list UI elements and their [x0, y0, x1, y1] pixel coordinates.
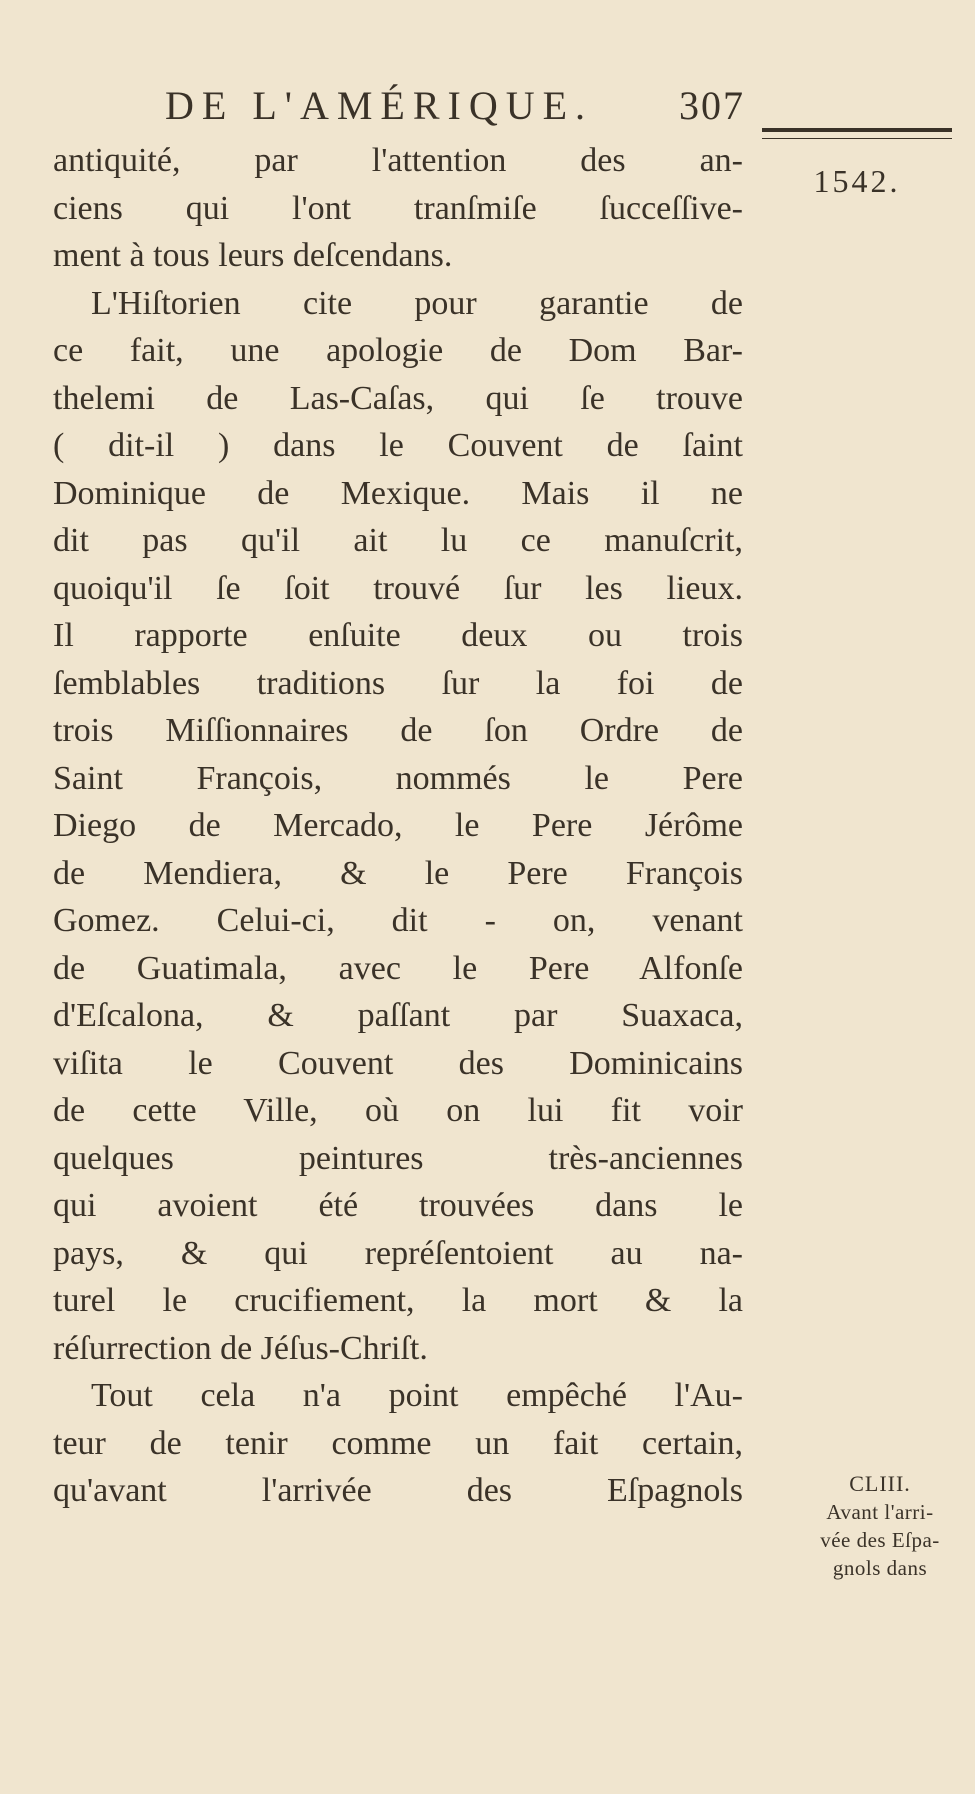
text-line: ſemblables traditions ſur la foi de — [53, 664, 743, 702]
margin-note-line: gnols dans — [832, 1556, 928, 1580]
text-line: ce fait, une apologie de Dom Bar- — [53, 332, 743, 369]
text-line: Dominique de Mexique. Mais il ne — [53, 474, 743, 512]
text-line: L'Hiſtorien cite pour garantie de — [91, 284, 743, 322]
text-line: trois Miſſionnaires de ſon Ordre de — [53, 712, 743, 749]
text-line: de Guatimala, avec le Pere Alfonſe — [53, 949, 743, 987]
text-line: d'Eſcalona, & paſſant par Suaxaca, — [53, 997, 743, 1034]
text-line: Il rapporte enſuite deux ou trois — [53, 617, 743, 654]
margin-note-number: CLIII. — [849, 1471, 911, 1496]
text-line: dit pas qu'il ait lu ce manuſcrit, — [53, 522, 743, 559]
margin-note-line: vée des Eſpa- — [820, 1528, 940, 1552]
text-line: viſita le Couvent des Dominicains — [53, 1044, 743, 1082]
text-line: qu'avant l'arrivée des Eſpagnols — [53, 1472, 743, 1509]
text-line: quoiqu'il ſe ſoit trouvé ſur les lieux. — [53, 569, 743, 607]
text-line: antiquité, par l'attention des an- — [53, 142, 743, 179]
text-line: teur de tenir comme un fait certain, — [53, 1424, 743, 1462]
text-line: quelques peintures très-anciennes — [53, 1139, 743, 1177]
text-line: qui avoient été trouvées dans le — [53, 1187, 743, 1224]
running-head — [165, 76, 745, 136]
margin-rule — [762, 128, 952, 139]
running-title: DE L'AMÉRIQUE. — [165, 83, 594, 128]
text-line: de cette Ville, où on lui fit voir — [53, 1092, 743, 1129]
margin-note — [800, 1470, 960, 1582]
text-line: thelemi de Las-Caſas, qui ſe trouve — [53, 379, 743, 417]
text-line: Tout cela n'a point empêché l'Au- — [91, 1377, 743, 1414]
margin-date-block — [762, 128, 952, 201]
text-line: ciens qui l'ont tranſmiſe ſucceſſive- — [53, 189, 743, 227]
text-line: ( dit-il ) dans le Couvent de ſaint — [53, 427, 743, 464]
text-line: turel le crucifiement, la mort & la — [53, 1282, 743, 1319]
text-line: Diego de Mercado, le Pere Jérôme — [53, 807, 743, 844]
text-line: de Mendiera, & le Pere François — [53, 854, 743, 892]
text-line: réſurrection de Jéſus-Chriſt. — [53, 1329, 428, 1367]
margin-year: 1542. — [813, 163, 901, 199]
body-text — [53, 137, 743, 1515]
text-line: Saint François, nommés le Pere — [53, 759, 743, 797]
margin-note-line: Avant l'arri- — [826, 1500, 934, 1524]
text-line: pays, & qui repréſentoient au na- — [53, 1234, 743, 1272]
text-line: Gomez. Celui-ci, dit - on, venant — [53, 902, 743, 939]
page-number: 307 — [679, 83, 745, 128]
text-line: ment à tous leurs deſcendans. — [53, 237, 453, 274]
